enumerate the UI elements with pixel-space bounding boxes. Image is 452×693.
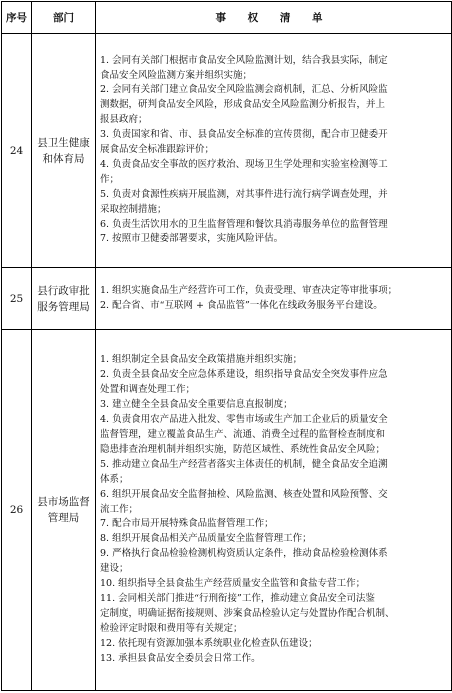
duty-line: 8. 组织开展食品相关产品质量安全监督管理工作； [100,533,312,545]
row-dept: 县行政审批服务管理局 [32,268,96,330]
duty-line: 展食品安全标准跟踪评价； [100,144,215,156]
duty-line: 监督管理，建立覆盖食品生产、流通、消费全过程的监督检查制度和 [100,429,386,441]
row-content [96,330,452,691]
duty-line: 隐患排查治理机制并组织实施，防范区域性、系统性食品安全风险； [100,443,386,455]
duty-line: 6. 组织开展食品安全监督抽检、风险监测、核查处置和风险预警、交 [100,488,388,500]
duty-line: 2. 负责全县食品安全应急体系建设，组织指导食品安全突发事件应急 [100,369,388,381]
duty-line: 2. 配合省、市“互联网 + 食品监管”一体化在线政务服务平台建设。 [100,299,383,311]
duty-line: 1. 会同有关部门根据市食品安全风险监测计划，结合我县实际，制定 [100,54,388,66]
duty-line: 2. 会同有关部门建立食品安全风险监测会商机制，汇总、分析风险监 [100,84,388,96]
duty-line: 11. 会同相关部门推进“行刑衔接”工作，推动建立食品安全司法鉴 [100,592,375,604]
duty-line: 10. 组织指导全县食盐生产经营质量安全监管和食盐专营工作； [100,578,366,590]
duty-line: 定制度，明确证据衔接规则、涉案食品检验认定与处置协作配合机制、 [100,607,395,619]
duty-list [100,54,448,248]
row-index: 25 [2,268,32,330]
row-content [96,34,452,268]
duty-line: 食品安全风险监测方案并组织实施； [100,69,253,81]
header-list: 事 权 清 单 [96,2,452,34]
row-content [96,268,452,330]
duty-line: 5. 负责对食源性疾病开展监测，对其事件进行流行病学调查处理，并 [100,188,388,200]
duty-line: 1. 组织制定全县食品安全政策措施并组织实施； [100,354,303,366]
duty-line: 处置和调查处理工作； [100,384,196,396]
duty-line: 7. 配合市局开展特殊食品监督管理工作； [100,518,274,530]
table-row [2,268,452,330]
table-row [2,34,452,268]
duty-line: 采取控制措施； [100,203,167,215]
duty-list [100,353,448,666]
duty-line: 6. 负责生活饮用水的卫生监督管理和餐饮具消毒服务单位的监督管理 [100,218,388,230]
duty-line: 5. 推动建立食品生产经营者落实主体责任的机制，健全食品安全追溯 [100,458,388,470]
duty-line: 12. 依托现有资源加强本系统职业化检查队伍建设； [100,637,318,649]
row-index: 26 [2,330,32,691]
header-index: 序号 [2,2,32,34]
duty-line: 作； [100,173,120,185]
duty-line: 检验评定时限和费用等有关规定； [100,622,243,634]
duty-list [100,284,448,314]
row-dept: 县市场监督管理局 [32,330,96,691]
duty-line: 13. 承担县食品安全委员会日常工作。 [100,652,261,664]
duty-line: 测数据，研判食品安全风险，形成食品安全风险监测分析报告，并上 [100,99,386,111]
row-dept: 县卫生健康和体育局 [32,34,96,268]
table-header-row [2,2,452,34]
duty-line: 3. 建立健全全县食品安全重要信息直报制度； [100,399,293,411]
duty-line: 7. 按照市卫健委部署要求，实施风险评估。 [100,233,284,245]
duty-line: 4. 负责食用农产品进入批发、零售市场或生产加工企业后的质量安全 [100,414,388,426]
row-index: 24 [2,34,32,268]
header-dept: 部门 [32,2,96,34]
duty-line: 流工作； [100,503,139,515]
duty-line: 报县政府； [100,114,148,126]
responsibility-table [1,1,452,691]
duty-line: 1. 组织实施食品生产经营许可工作，负责受理、审查决定等审批事项； [100,284,398,296]
duty-line: 3. 负责国家和省、市、县食品安全标准的宣传贯彻，配合市卫健委开 [100,129,388,141]
duty-line: 4. 负责食品安全事故的医疗救治、现场卫生学处理和实验室检测等工 [100,158,388,170]
duty-line: 9. 严格执行食品检验检测机构资质认定条件，推动食品检验检测体系 [100,548,388,560]
table-row [2,330,452,691]
duty-line: 体系； [100,473,129,485]
duty-line: 建设； [100,563,129,575]
